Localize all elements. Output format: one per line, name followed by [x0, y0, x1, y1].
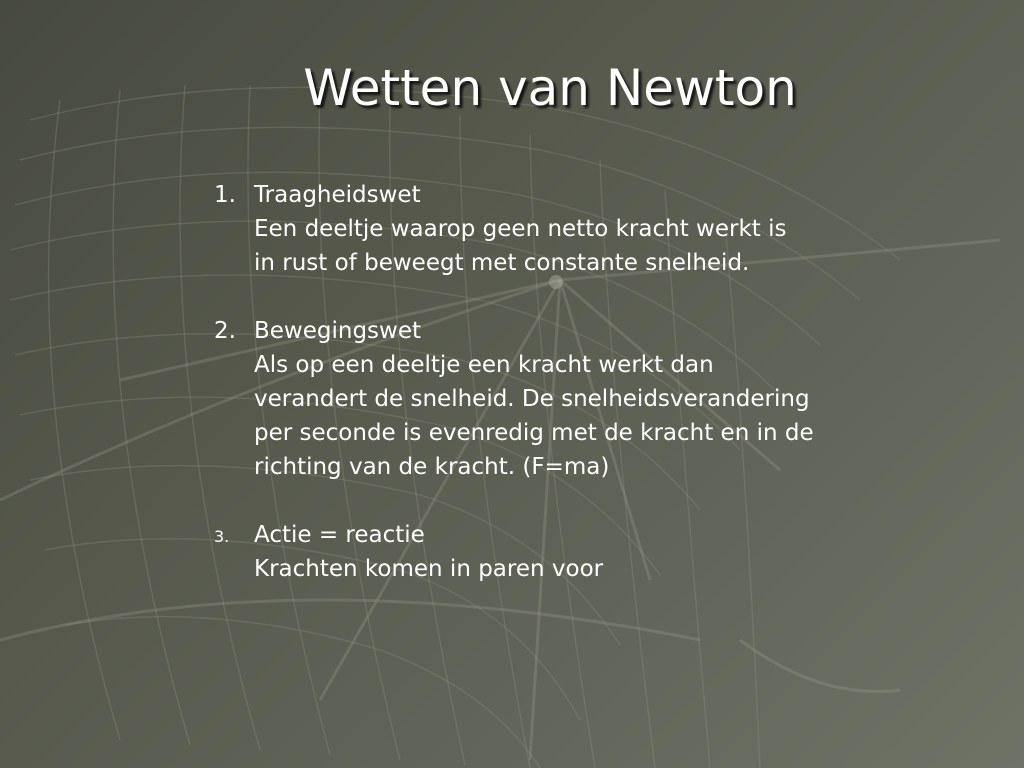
law-number: 2. [214, 318, 236, 344]
law-number: 1. [214, 182, 236, 208]
law-text: Een deeltje waarop geen netto kracht werkt is in rust of beweegt met constante snelheid. [254, 216, 787, 276]
law-item-3 [214, 518, 934, 586]
law-item-1 [214, 178, 934, 280]
law-text: Als op een deeltje een kracht werkt dan verandert de snelheid. De snelheidsverandering per seconde is evenredig met de kracht en in de richting van de kracht. (F=ma) [254, 352, 814, 480]
law-title: Bewegingswet [254, 318, 422, 344]
law-text: Krachten komen in paren voor [254, 556, 604, 582]
law-item-2 [214, 314, 934, 484]
law-number: 3. [214, 527, 230, 546]
page-title: Wetten van Newton [303, 59, 797, 117]
laws-list [214, 178, 934, 586]
law-title: Actie = reactie [254, 522, 425, 548]
law-title: Traagheidswet [254, 182, 421, 208]
